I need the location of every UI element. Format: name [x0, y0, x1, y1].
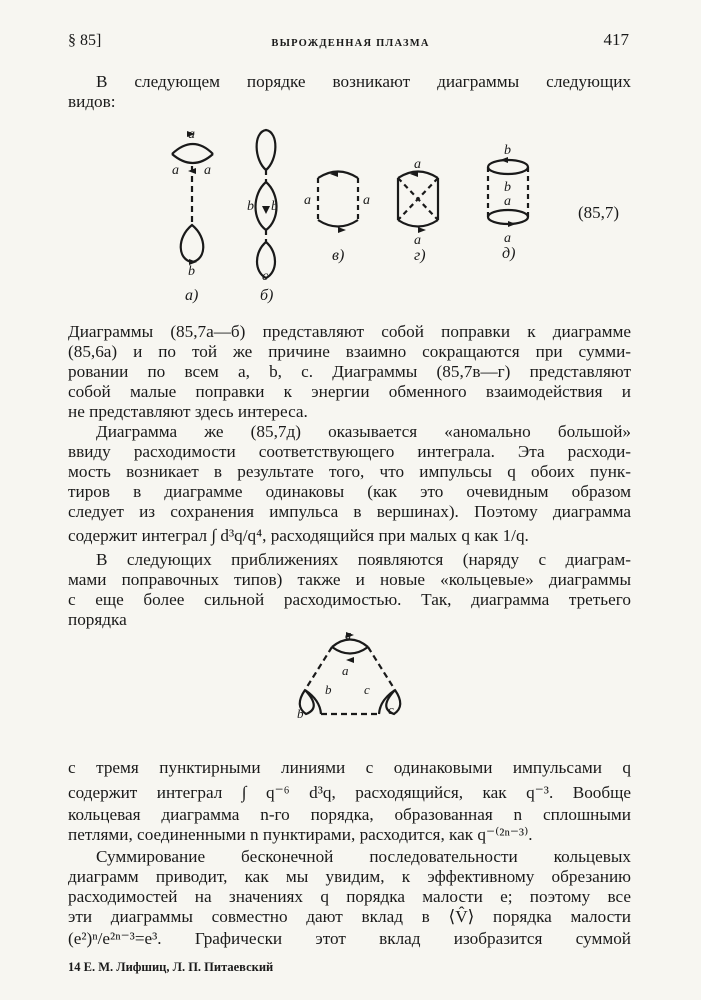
label-b: b [271, 199, 278, 214]
label-a: a [363, 193, 370, 208]
caption-a: а) [185, 287, 199, 304]
p2-line-2: ввиду расходимости соответствующего интеграла. Эта расходи- [68, 442, 631, 461]
label-a: a [414, 233, 421, 248]
p3-line-2: мами поправочных типов) также и новые «кольцевые» диаграммы [68, 570, 631, 589]
p1-line-2: (85,6а) и по той же причине взаимно сокращаются при сумми- [68, 342, 631, 361]
label-b: b [188, 264, 195, 279]
label-a: a [188, 127, 195, 142]
ring-label-a: a [345, 628, 352, 642]
ring-label-a: a [342, 663, 349, 678]
p2-line-4: тиров в диаграмме одинаковы (как это очевидным образом [68, 482, 631, 501]
p3-line-1: В следующих приближениях появляются (наряду с диаграм- [96, 550, 631, 569]
p5-line-3: расходимостей на значениях q порядка малости e; поэтому все [68, 887, 631, 906]
caption-d: д) [502, 245, 516, 262]
label-a: a [304, 193, 311, 208]
label-a: a [172, 163, 179, 178]
diagram-a [172, 144, 213, 262]
running-head: ВЫРОЖДЕННАЯ ПЛАЗМА [271, 38, 430, 49]
caption-v: в) [332, 247, 345, 264]
section-number: § 85] [68, 32, 102, 49]
caption-b: б) [260, 287, 274, 304]
p1-line-5: не представляют здесь интереса. [68, 402, 308, 421]
ring-label-b: b [325, 682, 332, 697]
p1-line-4: собой малые поправки к энергии обменного взаимодействия и [68, 382, 631, 401]
p3-line-3: с еще более сильной расходимостью. Так, диаграмма третьего [68, 590, 631, 609]
p5-line-4: эти диаграммы совместно дают вклад в ⟨V̂⟩ порядка малости [68, 907, 631, 926]
ring-label-b: b [297, 706, 304, 721]
page-number: 417 [603, 30, 629, 49]
equation-number: (85,7) [578, 203, 620, 222]
p5-line-1: Суммирование бесконечной последовательности кольцевых [96, 847, 631, 866]
p1-line-1: Диаграммы (85,7а—б) представляют собой поправки к диаграмме [68, 322, 631, 341]
caption-g: г) [414, 247, 426, 264]
ring-label-c: c [364, 682, 370, 697]
label-a: a [504, 194, 511, 209]
p1-line-3: ровании по всем a, b, c. Диаграммы (85,7в—г) представляют [68, 362, 631, 381]
signature-footer: 14 Е. М. Лифшиц, Л. П. Питаевский [68, 960, 274, 974]
p5-line-5: (e²)ⁿ/e²ⁿ⁻³=e³. Графически этот вклад изобразится суммой [68, 929, 631, 948]
label-b: b [504, 143, 511, 158]
p3-line-4: порядка [68, 610, 127, 629]
label-a: a [504, 231, 511, 246]
intro-line-2: видов: [68, 92, 116, 111]
p4-line-3: кольцевая диаграмма n-го порядка, образованная n сплошными [68, 805, 631, 824]
label-a: a [414, 157, 421, 172]
p4-line-1: с тремя пунктирными линиями с одинаковыми импульсами q [68, 758, 631, 777]
label-b: b [247, 199, 254, 214]
label-a: a [204, 163, 211, 178]
p2-line-3: мость возникает в результате того, что импульсы q обоих пунк- [68, 462, 631, 481]
p2-line-1: Диаграмма же (85,7д) оказывается «аномально большой» [96, 422, 631, 441]
feynman-diagrams-85-7 [0, 120, 701, 315]
label-c: c [262, 269, 269, 284]
p5-line-2: диаграмм приводит, как мы увидим, к эффективному обрезанию [68, 867, 631, 886]
ring-diagram-third-order [280, 628, 420, 728]
diagram-g [398, 172, 438, 227]
label-b: b [504, 180, 511, 195]
p4-line-4: петлями, соединенными n пунктирами, расходится, как q⁻⁽²ⁿ⁻³⁾. [68, 825, 533, 844]
diagram-v [318, 172, 358, 227]
p4-line-2: содержит интеграл ∫ q⁻⁶ d³q, расходящийся, как q⁻³. Вообще [68, 783, 631, 802]
p2-line-6: содержит интеграл ∫ d³q/q⁴, расходящийся при малых q как 1/q. [68, 526, 529, 545]
intro-line-1: В следующем порядке возникают диаграммы следующих [96, 72, 631, 91]
p2-line-5: следует из сохранения импульса в вершинах). Поэтому диаграмма [68, 502, 631, 521]
ring-label-c: c [388, 702, 394, 717]
